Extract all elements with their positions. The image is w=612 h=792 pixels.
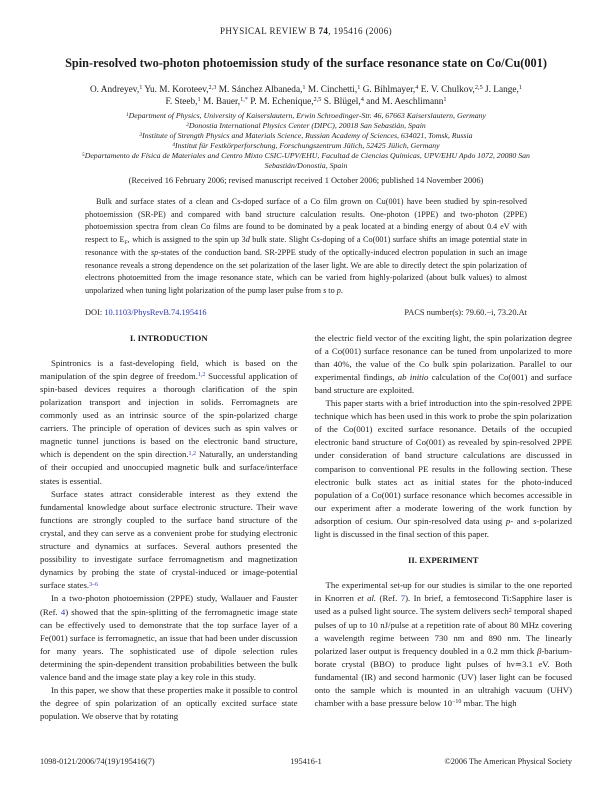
paragraph: This paper starts with a brief introduction into the spin-resolved 2PPE technique which has been used in this work to probe the spin polarization of the Co(001) excited surface resonance. Details of the occupied electronic band structure of Co(001) as revealed by spin-resolved 2PPE under consideration of band structure calculations are discussed in comparison to conventional PE results in the following section. These electronic bulk states act as initial states for the photo-induced population of a Co(001) surface resonance which becomes accessible in our experiment after a moderate lowering of the work function by adsorption of cesium. Our spin-resolved data using p- and s-polarized light is discussed in the final section of this paper. [314,398,572,540]
paragraph: Surface states attract considerable interest as they extend the fundamental knowledge about surface electronic structure. Their wave functions are strongly coupled to the surface band structure of the crystal, and they can serve as a convenient probe for studying electronic structure and dynamics at surfaces. Several authors presented the possibility to investigate surface ferromagnetism and magnetization dynamics by probing the state of crystal-induced or image-potential surface states.$^{3-6}$ [40,488,298,591]
superscript: 1 [302,84,306,92]
abstract: Bulk and surface states of a clean and Cs-doped surface of a Co film grown on Cu(001) have been studied by spin-resolved photoemission (SR-PE) and compared with band structure calculation results. One-photon (1PPE) and two-photon (2PPE) photoemission spectra from clean Co films are found to be dominated by a peak located at a binding energy of about 0.4 eV with respect to $E_F$, which is assigned to the spin up 3d bulk state. Slight Cs-doping of a Co(001) surface shifts an image potential state in resonance with the sp-states of the conduction band. SR-2PPE study of the optically-induced electron population in such an image resonance reveals a strong dependence on the set polarization of the laser light. We are able to directly detect the spin polarization of electrons photoemitted from the image resonance state, which can be varied from highly-polarized (about bulk values) to almost unpolarized when tuning light polarization of the pump laser pulse from s to p. [85,197,527,295]
superscript: 1 [126,111,129,118]
superscript: 2,3 [208,84,217,92]
pacs-numbers: PACS number(s): 79.60.−i, 73.20.At [404,307,527,317]
reference-link[interactable]: 1,2 [188,450,196,457]
superscript: −10 [452,699,462,706]
italic-text: p [336,285,341,295]
doi [85,308,207,317]
doi-label: DOI: [85,307,105,317]
paragraph: The experimental set-up for our studies is similar to the one reported in Knorren et al. (Ref. 7). In brief, a femtosecond Ti:Sapphire laser is used as a pulsed light source. The system delivers sech$^2$ temporal shaped pulses of up to 10 nJ/pulse at a repetition rate of about 80 MHz covering a wavelength regime between 730 nm and 890 nm. The linearly polarized laser output is frequency doubled in a 0.2 mm thick β-barium-borate crystal (BBO) to produce light pulses of hν≃3.1 eV. Both fundamental (IR) and second harmonic (UV) laser light can be focused onto the sample which is mounted in an ultrahigh vacuum (UHV) chamber with a base pressure below $10^{-10}$ mbar. The high [314,580,572,709]
italic-text: β [537,645,542,656]
section-heading: I. INTRODUCTION [129,332,208,343]
paragraph: Spintronics is a fast-developing field, which is based on the manipulation of the spin degree of freedom.$^{1,2}$ Successful application of spin-based devices requires a thorough clarification of the spin polarization transport and injection in solids. Ferromagnets are commonly used as an intrinsic source of the spin-polarized charge carriers. The principle of operation of devices such as spin valves or magnetic tunnel junctions is based on the electronic band structure, which is dependent on the spin direction.$^{1,2}$ Naturally, an understanding of their occupied and unoccupied magnetic bulk and surface/interface states is essential. [40,357,298,486]
italic-text: p [505,515,511,526]
superscript: 2 [186,121,189,128]
superscript: 4 [360,96,364,104]
footer [40,757,572,766]
received-line: (Received 16 February 2006; revised manuscript received 1 October 2006; published 14 November 2006) [128,176,484,185]
section-heading: II. EXPERIMENT [408,555,479,566]
affiliation: $^1$Department of Physics, University of Kaiserslautern, Erwin Schroedinger-Str. 46, 67663 Kaiserslautern, Germany [126,111,486,120]
superscript: 2 [508,607,512,614]
footer-copyright: ©2006 The American Physical Society [444,757,572,766]
left-column [40,332,298,724]
superscript: 1 [197,96,201,104]
paragraph: In this paper, we show that these properties make it possible to control the degree of spin polarization of an optically excited surface state population. We observe that by rotating [40,685,298,722]
superscript: 1 [139,84,143,92]
affiliation: $^4$Institut für Festkörperforschung, Forschungszentrum Jülich, 52425 Jülich, Germany [172,141,440,150]
reference-link[interactable]: * [244,96,248,104]
reference-link[interactable]: 3–6 [89,581,98,588]
right-column [315,332,573,711]
reference-link[interactable]: 7 [400,593,406,604]
author-line: F. Steeb,$^1$ M. Bauer,$^{1,*}$ P. M. Echenique,$^{2,5}$ S. Blügel,$^4$ and M. Aeschlimann$^1$ [165,96,447,107]
author-lines [40,84,572,108]
italic-text: sp [150,247,159,257]
superscript: 1 [443,96,447,104]
reference-link[interactable]: 4 [60,606,66,617]
superscript: 2,5 [474,84,483,92]
author-line: O. Andreyev,$^1$ Yu. M. Koroteev,$^{2,3}$ M. Sánchez Albaneda,$^1$ M. Cinchetti,$^1$ G. Bihlmayer,$^4$ E. V. Chulkov,$^{2,5}$ J. Lange,$^1$ [89,84,523,95]
body-columns [40,332,572,757]
superscript: 4 [172,141,175,148]
italic-text: et al. [357,593,377,604]
superscript: 5 [82,151,85,158]
footer-page-number: 195416-1 [290,757,322,766]
affiliation: $^2$Donostia International Physics Center (DIPC), 20018 San Sebastián, Spain [186,121,426,130]
superscript: 1 [357,84,361,92]
bold-text: 74 [318,26,329,36]
affiliation: $^5$Departamento de Física de Materiales and Centro Mixto CSIC-UPV/EHU, Facultad de Ciencias Químicas, UPV/EHU Apdo 1072, 20080 San Sebastián/Donostia, Spain [82,151,530,170]
italic-text: s [323,285,327,295]
superscript: 1 [518,84,523,92]
footer-issn: 1098-0121/2006/74(19)/195416(7) [40,757,155,766]
italic-text: ab initio [397,371,429,382]
journal-header: PHYSICAL REVIEW B 74, 195416 (2006) [219,26,392,36]
reference-link[interactable]: 1,2 [197,372,206,379]
affiliation: $^3$Institute of Strength Physics and Materials Science, Russian Academy of Sciences, 634021, Tomsk, Russia [139,131,473,140]
superscript: 1, [240,96,245,104]
superscript: 2,5 [313,96,322,104]
paper-title: Spin-resolved two-photon photoemission study of the surface resonance state on Co/Cu(001) [65,56,547,70]
subscript: F [124,239,128,246]
paragraph: In a two-photon photoemission (2PPE) study, Wallauer and Fauster (Ref. 4) showed that the spin-splitting of the ferromagnetic image state can be effectively used to demonstrate that the top surface layer of a Fe(001) surface is ferromagnetic, an issue that had been under discussion for many years. The sophisticated use of dipole selection rules determining the spin-dependent transition probabilities between the bulk valence band and the image state play a key role in this study. [40,593,298,682]
paragraph: the electric field vector of the exciting light, the spin polarization degree of a Co(001) surface resonance can be tuned from unpolarized to more than 40%, the value of the Co bulk spin polarization. Parallel to our experimental findings, ab initio calculation of the Co(001) and surface band structure are exploited. [314,332,572,395]
affiliations [40,111,572,171]
superscript: 3 [139,131,143,138]
italic-text: s [533,515,537,526]
doi-pacs-row [85,308,527,317]
doi-link[interactable]: 10.1103/PhysRevB.74.195416 [104,307,207,317]
superscript: 4 [415,84,419,92]
italic-text: d [245,235,250,245]
